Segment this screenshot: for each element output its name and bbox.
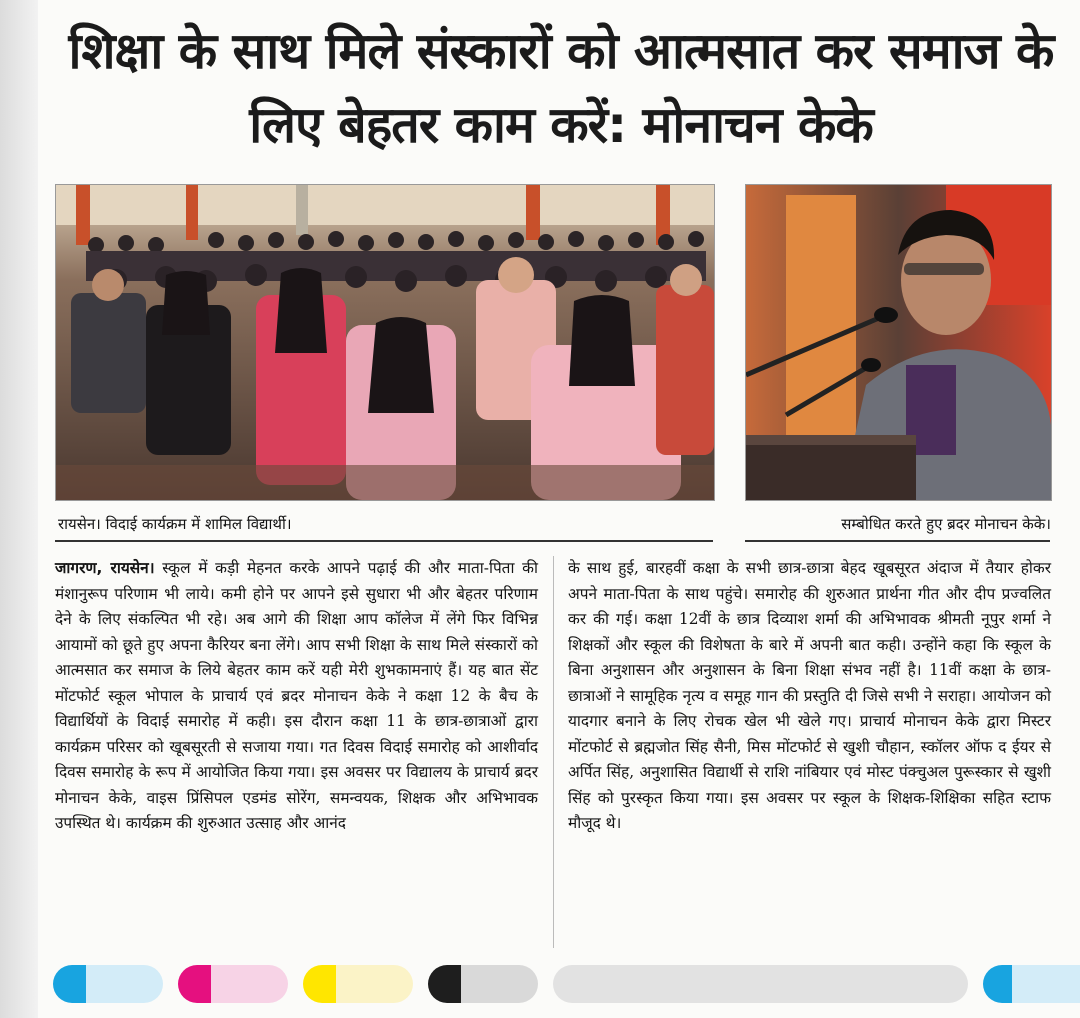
registration-bar-magenta <box>178 965 288 1003</box>
photo-caption-right: सम्बोधित करते हुए ब्रदर मोनाचन केके। <box>841 515 1051 533</box>
caption-rule-left <box>55 540 713 542</box>
registration-bar-cyan <box>53 965 163 1003</box>
headline: शिक्षा के साथ मिले संस्कारों को आत्मसात कर समाज के लिए बेहतर काम करें: मोनाचन केके <box>68 22 1054 154</box>
speaker-photo <box>745 184 1052 501</box>
registration-bar-gray <box>553 965 968 1003</box>
article-column-1 <box>55 556 538 837</box>
newspaper-clipping <box>38 0 1080 1018</box>
photo-caption-left: रायसेन। विदाई कार्यक्रम में शामिल विद्यार्थी। <box>58 515 292 533</box>
registration-bar-black <box>428 965 538 1003</box>
article-column-2 <box>568 556 1051 837</box>
registration-bar-yellow <box>303 965 413 1003</box>
students-photo <box>55 184 715 501</box>
caption-rule-right <box>745 540 1050 542</box>
dateline: जागरण, रायसेन। <box>55 559 155 577</box>
registration-bar-cyan-2 <box>983 965 1080 1003</box>
column-1-text: स्कूल में कड़ी मेहनत करके आपने पढ़ाई की और माता-पिता की मंशानुरूप परिणाम भी लाये। कमी होने पर आपने इसे सुधारा भी और बेहतर परिणाम देने के लिए संकल्पित भी रहे। अब आगे की शिक्षा आप कॉलेज में लेंगे फिर विभिन्न आयामों को छूते हुए अपना कैरियर बना लेंगे। आप सभी शिक्षा के साथ मिले संस्कारों को आत्मसात कर समाज के लिये बेहतर काम करें यही मेरी शुभकामनाएं हैं। यह बात सेंट मोंटफोर्ट स्कूल भोपाल के प्राचार्य एवं ब्रदर मोनाचन केके ने कक्षा 12 के बैच के विद्यार्थियों के विदाई समारोह में कही। इस दौरान कक्षा 11 के छात्र-छात्राओं द्वारा कार्यक्रम परिसर को खूबसूरती से सजाया गया। गत दिवस विदाई समारोह को आशीर्वाद दिवस समारोह के रूप में आयोजित किया गया। इस अवसर पर विद्यालय के प्राचार्य ब्रदर मोनाचन केके, वाइस प्रिंसिपल एडमंड सोरेंग, समन्वयक, शिक्षक और अभिभावक उपस्थित थे। कार्यक्रम की शुरुआत उत्साह और आनंद <box>55 559 538 832</box>
page-edge <box>0 0 38 1018</box>
column-2-text: के साथ हुई, बारहवीं कक्षा के सभी छात्र-छात्रा बेहद खूबसूरत अंदाज में तैयार होकर अपने माता-पिता के साथ पहुंचे। समारोह की शुरुआत प्रार्थना गीत और दीप प्रज्वलित कर की गई। कक्षा 12वीं के छात्र दिव्याश शर्मा की अभिभावक श्रीमती नूपुर शर्मा ने शिक्षकों और स्कूल की विशेषता के बारे में अपनी बात कही। उन्होंने कहा कि स्कूल के बिना अनुशासन और अनुशासन के बिना शिक्षा संभव नहीं है। 11वीं कक्षा के छात्र-छात्राओं ने सामूहिक नृत्य व समूह गान की प्रस्तुति दी जिसे सभी ने सराहा। आयोजन को यादगार बनाने के लिए रोचक खेल भी खेले गए। प्राचार्य मोनाचन केके द्वारा मिस्टर मोंटफोर्ट से ब्रह्मजोत सिंह सैनी, मिस मोंटफोर्ट से खुशी चौहान, स्कॉलर ऑफ द ईयर से अर्पित सिंह, अनुशासित विद्यार्थी से राशि नांबियार एवं मोस्ट पंक्चुअल पुरूस्कार से खुशी सिंह को पुरस्कृत किया गया। इस अवसर पर स्कूल के शिक्षक-शिक्षिका सहित स्टाफ मौजूद थे। <box>568 559 1051 832</box>
column-divider <box>553 556 554 948</box>
